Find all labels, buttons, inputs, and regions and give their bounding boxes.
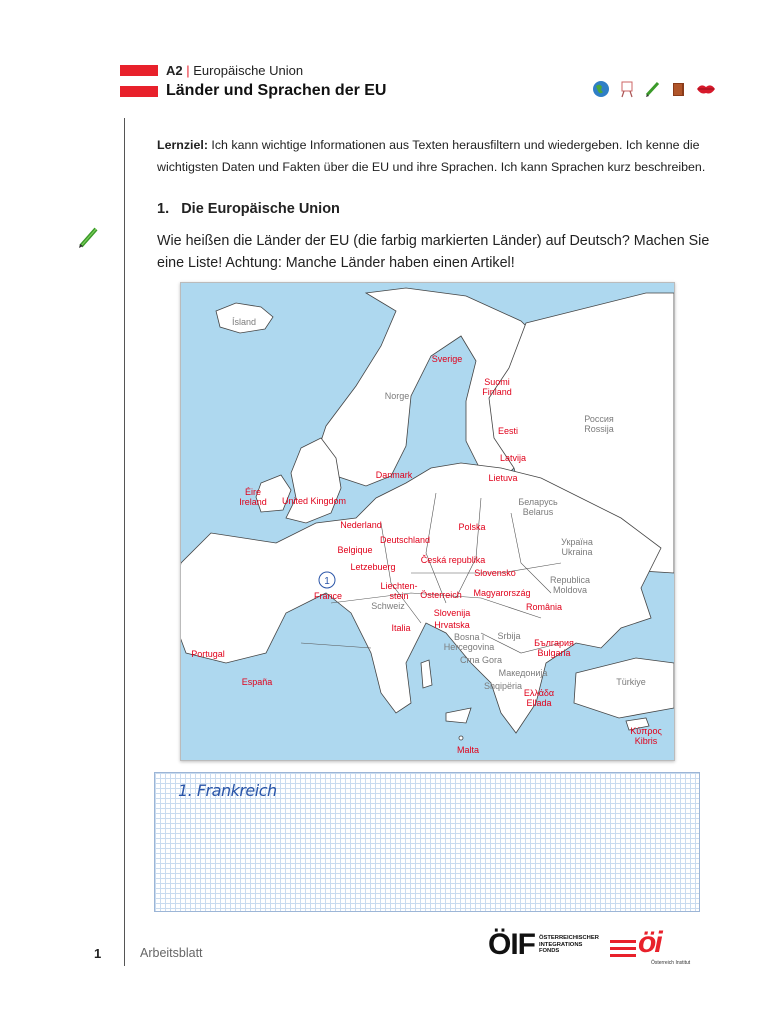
map-label-malta: Malta [456, 745, 480, 755]
map-label-deutschland: Deutschland [379, 535, 431, 545]
map-label-kibris: Κύπρος Kibris [630, 726, 662, 746]
map-label-osterreich: Österreich [420, 590, 462, 600]
map-label-italia: Italia [391, 623, 411, 633]
lips-icon [696, 80, 714, 98]
margin-line [124, 118, 125, 966]
course-level: A2 [166, 63, 183, 78]
map-label-eesti: Eesti [497, 426, 519, 436]
map-label-shqiperia: Shqipëria [483, 681, 523, 691]
map-label-united-kingdom: United Kingdom [281, 496, 347, 506]
map-label-espana: España [241, 677, 273, 687]
map-label-liechtenstein: Liechten- stein [380, 581, 418, 601]
map-label-ceska-republika: Česká republika [420, 555, 486, 565]
map-label-schweiz: Schweiz [371, 601, 405, 611]
map-label-france: France [313, 591, 343, 601]
map-label-bosna: Bosna i Hercegovina [443, 632, 495, 652]
map-label-rossija: Россия Rossija [584, 414, 614, 434]
map-label-danmark: Danmark [375, 470, 413, 480]
task-instruction: Wie heißen die Länder der EU (die farbig markierten Länder) auf Deutsch? Machen Sie eine Liste! Achtung: Manche Länder haben einen Artikel! [157, 233, 710, 271]
pencil-icon [644, 80, 662, 98]
map-label-sverige: Sverige [431, 354, 463, 364]
map-label-portugal: Portugal [191, 649, 225, 659]
map-label-srbija: Srbija [497, 631, 521, 641]
page-number: 1 [94, 946, 102, 961]
map-label-crna-gora: Crna Gora [459, 655, 503, 665]
map-label-ellada: Ελλάδα Ellada [523, 688, 555, 708]
map-label-ukraina: Україна Ukraina [561, 537, 593, 557]
map-label-ireland: Éire Ireland [239, 487, 267, 507]
course-separator: | [186, 63, 190, 78]
footer-label: Arbeitsblatt [140, 946, 203, 960]
map-label-romania: România [525, 602, 563, 612]
oif-logo [488, 928, 599, 962]
map-label-bulgaria: България Bulgaria [534, 638, 574, 658]
oei-logo [610, 928, 700, 968]
map-label-finland: Suomi Finland [482, 377, 512, 397]
book-icon [670, 80, 688, 98]
map-label-turkiye: Türkiye [616, 677, 646, 687]
europe-map [180, 282, 675, 761]
answer-example: 1. Frankreich [178, 781, 277, 800]
oei-mark: öi [638, 926, 661, 959]
map-label-makedonija: Македонија [498, 668, 548, 678]
section-title: Die Europäische Union [181, 201, 340, 217]
header-red-bar-top [120, 65, 158, 76]
map-label-letzebuerg: Letzebuerg [350, 562, 396, 572]
section-heading [157, 201, 340, 217]
page-title: Länder und Sprachen der EU [166, 82, 387, 99]
map-label-norge: Norge [384, 391, 410, 401]
map-label-polska: Polska [458, 522, 486, 532]
objective-label: Lernziel: [157, 138, 208, 152]
oif-text: ÖSTERREICHISCHER INTEGRATIONS FONDS [539, 935, 599, 955]
map-label-slovensko: Slovensko [474, 568, 516, 578]
section-number: 1. [157, 201, 170, 217]
map-label-island: Ísland [231, 317, 257, 327]
map-label-latvija: Latvija [499, 453, 527, 463]
map-label-slovenija: Slovenija [433, 608, 471, 618]
map-label-belgique: Belgique [337, 545, 373, 555]
map-label-nederland: Nederland [340, 520, 382, 530]
map-label-belarus: Беларусь Belarus [518, 497, 558, 517]
course-line [166, 63, 303, 78]
pencil-icon [78, 225, 100, 254]
oif-mark: ÖIF [488, 928, 535, 961]
map-label-magyarorszag: Magyarország [473, 588, 531, 598]
globe-icon [592, 80, 610, 98]
map-label-hrvatska: Hrvatska [434, 620, 470, 630]
skill-icons [592, 80, 714, 100]
map-marker-number: 1 [324, 576, 330, 587]
easel-icon [618, 80, 636, 98]
oei-text: Österreich Institut [651, 960, 691, 966]
header-red-bar-bottom [120, 86, 158, 97]
objective-text: Ich kann wichtige Informationen aus Texten herausfiltern und wiedergeben. Ich kenne die wichtigsten Daten und Fakten über die EU und ihre Sprachen. Ich kann Sprachen kurz beschreiben. [157, 138, 706, 174]
learning-objective [157, 134, 712, 178]
map-label-lietuva: Lietuva [488, 473, 518, 483]
course-name: Europäische Union [193, 63, 304, 78]
map-label-moldova: Republica Moldova [549, 575, 591, 595]
map-land [181, 283, 674, 760]
